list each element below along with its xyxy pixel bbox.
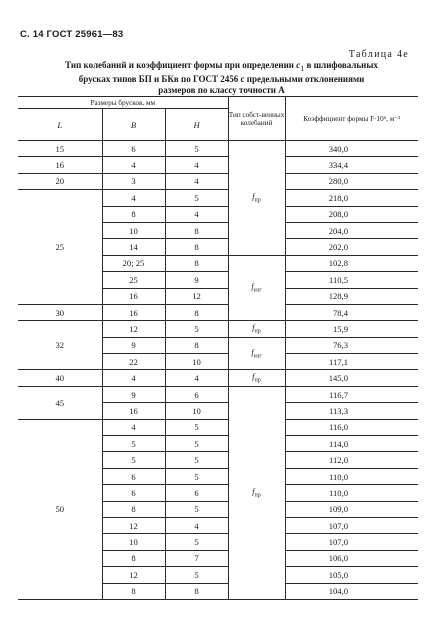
cell-H: 4 [165,370,228,386]
cell-B: 5 [102,452,165,468]
cell-H: 5 [165,501,228,517]
caption-line2: брусках типов БП и БКв по ГОСТ 2456 с предельными отклонениями [78,74,365,85]
cell-coefficient: 106,0 [285,550,418,566]
table-caption [30,60,413,95]
cell-coefficient: 76,3 [285,337,418,353]
cell-coefficient: 218,0 [285,190,418,206]
cell-B: 10 [102,534,165,550]
cell-vibration-type [228,370,285,386]
cell-H: 8 [165,222,228,238]
cell-L: 40 [18,370,102,386]
header-type: Тип собст-венных колебаний [228,97,285,141]
cell-B: 4 [102,419,165,435]
caption-line3: размеров по классу точности А [158,84,285,95]
cell-B: 22 [102,354,165,370]
cell-B: 3 [102,173,165,189]
table-row [18,419,418,435]
cell-H: 5 [165,419,228,435]
cell-H: 4 [165,157,228,173]
cell-coefficient: 107,0 [285,534,418,550]
table-body [18,141,418,600]
cell-B: 4 [102,190,165,206]
cell-vibration-type [228,255,285,321]
cell-vibration-type [228,386,285,599]
cell-H: 5 [165,321,228,337]
caption-symbol: c [296,60,301,70]
header-dimensions: Размеры брусков, мм [18,97,228,109]
cell-coefficient: 15,9 [285,321,418,337]
cell-H: 5 [165,452,228,468]
cell-B: 4 [102,157,165,173]
table-row [18,141,418,157]
data-table [18,96,418,600]
cell-L: 20 [18,173,102,189]
cell-B: 20; 25 [102,255,165,271]
type-symbol: f [251,282,254,292]
cell-coefficient: 110,0 [285,468,418,484]
cell-H: 6 [165,485,228,501]
cell-H: 5 [165,141,228,157]
cell-coefficient: 145,0 [285,370,418,386]
table-row [18,304,418,320]
type-symbol: f [251,347,254,357]
table-row [18,157,418,173]
cell-H: 10 [165,354,228,370]
header-L: L [18,109,102,141]
cell-coefficient: 202,0 [285,239,418,255]
cell-H: 12 [165,288,228,304]
cell-B: 16 [102,403,165,419]
cell-coefficient: 116,7 [285,386,418,402]
cell-coefficient: 128,9 [285,288,418,304]
type-symbol: f [252,372,255,382]
cell-coefficient: 104,0 [285,583,418,599]
type-symbol-sub: изг [253,287,262,294]
caption-line1-end: в шлифовальных [306,60,378,70]
cell-B: 12 [102,517,165,533]
cell-H: 8 [165,337,228,353]
type-symbol: f [252,323,255,333]
cell-coefficient: 334,4 [285,157,418,173]
cell-vibration-type [228,141,285,256]
cell-L: 30 [18,304,102,320]
caption-symbol-sub: 1 [300,63,305,73]
cell-B: 6 [102,141,165,157]
cell-coefficient: 280,0 [285,173,418,189]
table-row [18,370,418,386]
cell-B: 8 [102,206,165,222]
cell-L: 15 [18,141,102,157]
cell-H: 5 [165,567,228,583]
cell-L: 50 [18,419,102,599]
cell-H: 4 [165,517,228,533]
cell-H: 9 [165,272,228,288]
type-symbol-sub: пр [254,492,261,499]
cell-coefficient: 107,0 [285,517,418,533]
cell-vibration-type [228,321,285,337]
cell-B: 4 [102,370,165,386]
cell-coefficient: 102,8 [285,255,418,271]
header-B: B [102,109,165,141]
type-symbol-sub: пр [254,197,261,204]
cell-vibration-type [228,337,285,370]
cell-H: 8 [165,304,228,320]
table-number: Таблица 4е [348,49,409,60]
cell-coefficient: 116,0 [285,419,418,435]
cell-L: 32 [18,321,102,370]
caption-line1: Тип колебаний и коэффициент формы при определении [65,60,294,70]
cell-H: 8 [165,583,228,599]
cell-L: 45 [18,386,102,419]
header-H: H [165,109,228,141]
cell-coefficient: 109,0 [285,501,418,517]
cell-H: 8 [165,255,228,271]
cell-coefficient: 105,0 [285,567,418,583]
cell-coefficient: 110,5 [285,272,418,288]
cell-B: 8 [102,583,165,599]
cell-H: 10 [165,403,228,419]
cell-H: 5 [165,190,228,206]
type-symbol-sub: пр [254,377,261,384]
cell-L: 16 [18,157,102,173]
cell-B: 6 [102,485,165,501]
cell-B: 16 [102,304,165,320]
cell-H: 4 [165,206,228,222]
type-symbol: f [252,487,255,497]
cell-B: 5 [102,436,165,452]
table-row [18,190,418,206]
cell-coefficient: 208,0 [285,206,418,222]
cell-coefficient: 113,3 [285,403,418,419]
cell-B: 9 [102,337,165,353]
header-coef: Коэффициент формы F·10⁶, м⁻² [285,97,418,141]
type-symbol: f [252,192,255,202]
cell-coefficient: 117,1 [285,354,418,370]
type-symbol-sub: изг [253,353,262,360]
table-row [18,321,418,337]
cell-coefficient: 112,0 [285,452,418,468]
cell-coefficient: 78,4 [285,304,418,320]
cell-B: 6 [102,468,165,484]
table-row [18,173,418,189]
cell-coefficient: 204,0 [285,222,418,238]
cell-B: 14 [102,239,165,255]
cell-coefficient: 340,0 [285,141,418,157]
cell-H: 8 [165,239,228,255]
cell-coefficient: 114,0 [285,436,418,452]
cell-H: 5 [165,436,228,452]
cell-B: 16 [102,288,165,304]
cell-H: 7 [165,550,228,566]
cell-B: 8 [102,501,165,517]
cell-B: 25 [102,272,165,288]
cell-B: 12 [102,567,165,583]
type-symbol-sub: пр [254,328,261,335]
cell-H: 5 [165,534,228,550]
cell-H: 5 [165,468,228,484]
cell-L: 25 [18,190,102,305]
page-header: С. 14 ГОСТ 25961—83 [20,29,124,40]
table-row [18,386,418,402]
cell-H: 4 [165,173,228,189]
cell-B: 9 [102,386,165,402]
cell-B: 12 [102,321,165,337]
cell-H: 6 [165,386,228,402]
cell-B: 10 [102,222,165,238]
cell-B: 8 [102,550,165,566]
cell-coefficient: 110,0 [285,485,418,501]
